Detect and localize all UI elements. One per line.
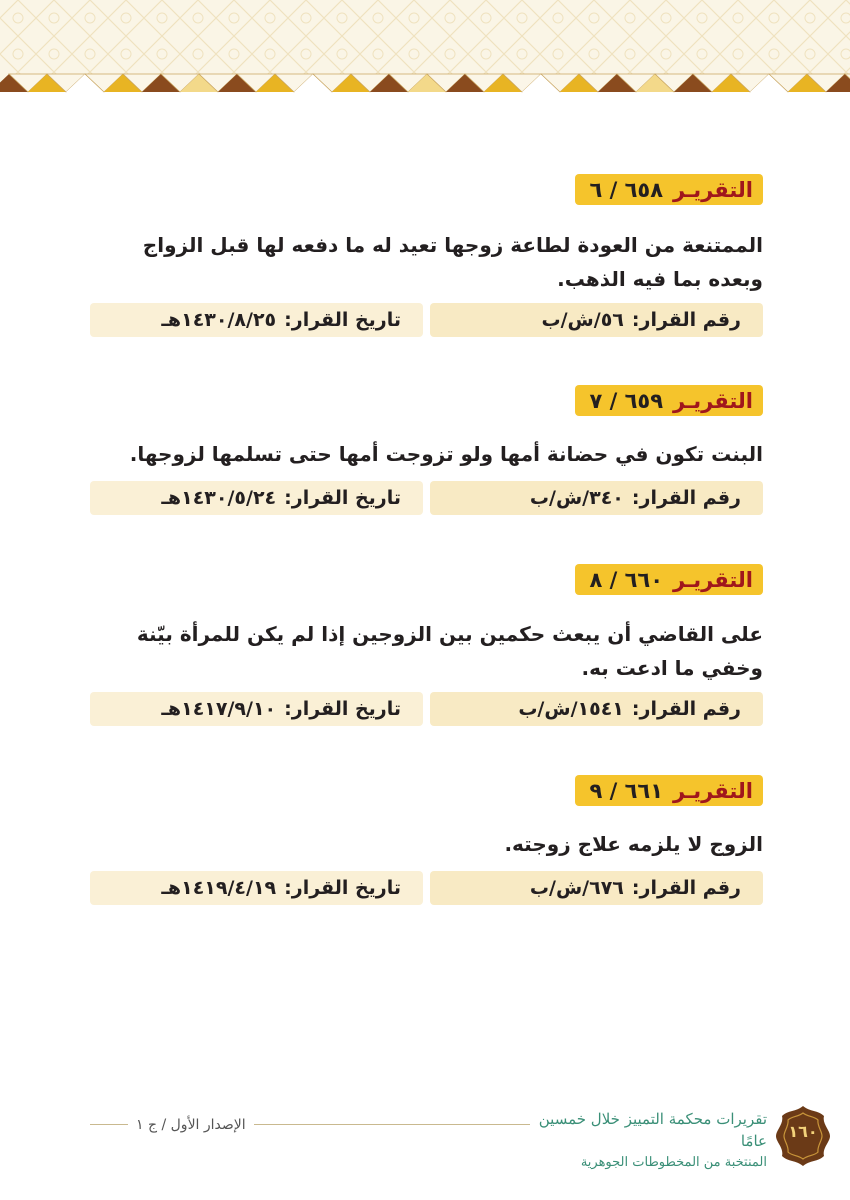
ruling-text: البنت تكون في حضانة أمها ولو تزوجت أمها حتى تسلمها لزوجها.	[129, 442, 763, 466]
page-number: ١٦٠	[788, 1122, 818, 1141]
section-title-keyword: التقريـر	[673, 567, 753, 592]
decision-date: ١٤١٧/٩/١٠هـ	[161, 698, 277, 720]
section-title	[575, 775, 763, 806]
footer-book-title	[535, 1108, 767, 1174]
ruling-text: الزوج لا يلزمه علاج زوجته.	[504, 832, 763, 856]
decision-number-box	[430, 481, 763, 515]
section-title	[575, 564, 763, 595]
section-title-number: ٦٦٠ / ٨	[589, 567, 664, 592]
decision-number: ٣٤٠/ش/ب	[529, 487, 624, 509]
section-title-keyword: التقريـر	[673, 778, 753, 803]
decision-date-box	[90, 303, 423, 337]
section-title-number: ٦٥٩ / ٧	[589, 388, 664, 413]
decision-number: ١٥٤١/ش/ب	[518, 698, 624, 720]
decision-date: ١٤١٩/٤/١٩هـ	[161, 877, 277, 899]
decision-date-label: تاريخ القرار:	[284, 698, 401, 720]
ruling-text: الممتنعة من العودة لطاعة زوجها تعيد له ما دفعه لها قبل الزواج وبعده بما فيه الذهب.	[142, 233, 763, 291]
book-title: تقريرات محكمة التمييز خلال خمسين عامًا	[538, 1110, 767, 1150]
decision-number-box	[430, 692, 763, 726]
decision-date-label: تاريخ القرار:	[284, 487, 401, 509]
decision-number-box	[430, 303, 763, 337]
section-title-number: ٦٦١ / ٩	[589, 778, 664, 803]
section-title	[575, 174, 763, 205]
book-subtitle: المنتخبة من المخطوطات الجوهرية	[580, 1155, 767, 1170]
decision-number-label: رقم القرار:	[631, 487, 741, 509]
decision-date-box	[90, 692, 423, 726]
section-title	[575, 385, 763, 416]
decision-number: ٥٦/ش/ب	[541, 309, 624, 331]
section-title-keyword: التقريـر	[673, 388, 753, 413]
decision-date: ١٤٣٠/٨/٢٥هـ	[161, 309, 277, 331]
decision-date-box	[90, 871, 423, 905]
section-title-number: ٦٥٨ / ٦	[589, 177, 664, 202]
ruling-text: على القاضي أن يبعث حكمين بين الزوجين إذا لم يكن للمرأة بيّنة وخفي ما ادعت به.	[136, 622, 763, 680]
decision-number-label: رقم القرار:	[631, 309, 741, 331]
decision-number-label: رقم القرار:	[631, 877, 741, 899]
decision-number-box	[430, 871, 763, 905]
decision-date-label: تاريخ القرار:	[284, 309, 401, 331]
decision-date-label: تاريخ القرار:	[284, 877, 401, 899]
decision-number: ٦٧٦/ش/ب	[529, 877, 624, 899]
footer-volume: الإصدار الأول / ج ١	[128, 1113, 254, 1137]
decision-date-box	[90, 481, 423, 515]
decision-number-label: رقم القرار:	[631, 698, 741, 720]
section-title-keyword: التقريـر	[673, 177, 753, 202]
decision-date: ١٤٣٠/٥/٢٤هـ	[161, 487, 277, 509]
